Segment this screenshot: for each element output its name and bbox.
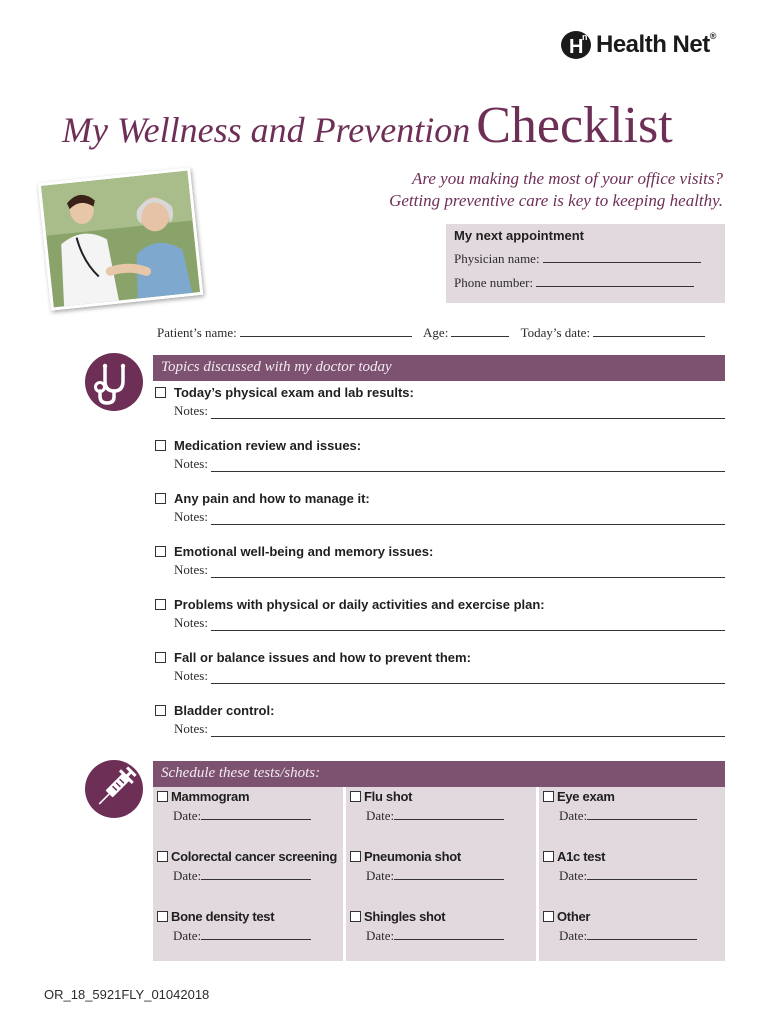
date-field[interactable] [587, 868, 697, 880]
age-field[interactable] [451, 325, 509, 337]
notes-label: Notes: [174, 456, 208, 471]
tests-section-header: Schedule these tests/shots: [153, 761, 725, 787]
date-field[interactable] [201, 808, 311, 820]
patient-name-field[interactable] [240, 325, 412, 337]
topic-label: Medication review and issues: [174, 438, 362, 453]
test-item [350, 909, 536, 961]
date-field[interactable] [394, 808, 504, 820]
stethoscope-icon [85, 353, 143, 411]
topic-item [155, 438, 725, 472]
notes-label: Notes: [174, 403, 208, 418]
topics-section-header: Topics discussed with my doctor today [153, 355, 725, 381]
tests-column [153, 787, 343, 961]
form-code: OR_18_5921FLY_01042018 [44, 987, 210, 1002]
topic-label: Today’s physical exam and lab results: [174, 385, 414, 400]
test-checkbox[interactable] [543, 851, 554, 862]
test-checkbox[interactable] [543, 791, 554, 802]
notes-label: Notes: [174, 562, 208, 577]
topic-label: Any pain and how to manage it: [174, 491, 370, 506]
notes-field[interactable] [211, 619, 725, 631]
syringe-icon [85, 760, 143, 818]
appointment-box [446, 224, 725, 303]
notes-field[interactable] [211, 407, 725, 419]
topic-label: Problems with physical or daily activities and exercise plan: [174, 597, 545, 612]
tests-grid [153, 787, 725, 943]
test-item [350, 849, 536, 901]
notes-field[interactable] [211, 566, 725, 578]
test-checkbox[interactable] [350, 791, 361, 802]
topic-item [155, 650, 725, 684]
date-label: Date: [559, 868, 588, 883]
svg-text:H: H [569, 36, 584, 58]
date-label: Date: [559, 928, 588, 943]
test-item [157, 849, 343, 901]
phone-number-row [454, 275, 717, 291]
date-label: Date: [173, 928, 202, 943]
notes-label: Notes: [174, 615, 208, 630]
test-label: Flu shot [364, 789, 413, 804]
subtitle [389, 168, 723, 212]
subtitle-line-1: Are you making the most of your office visits? [412, 169, 723, 188]
test-item [157, 909, 343, 961]
phone-number-field[interactable] [536, 275, 694, 287]
topic-item [155, 703, 725, 737]
notes-field[interactable] [211, 672, 725, 684]
test-label: Pneumonia shot [364, 849, 461, 864]
title-italic: My Wellness and Prevention [62, 110, 471, 150]
topic-label: Fall or balance issues and how to prevent them: [174, 650, 471, 665]
todays-date-label: Today’s date: [520, 325, 591, 340]
test-label: Shingles shot [364, 909, 446, 924]
test-label: Bone density test [171, 909, 275, 924]
test-label: Colorectal cancer screening [171, 849, 338, 864]
title-main: Checklist [476, 97, 673, 154]
date-field[interactable] [587, 928, 697, 940]
date-field[interactable] [394, 868, 504, 880]
notes-field[interactable] [211, 725, 725, 737]
test-checkbox[interactable] [157, 851, 168, 862]
topic-checkbox[interactable] [155, 440, 166, 451]
date-label: Date: [366, 808, 395, 823]
date-field[interactable] [394, 928, 504, 940]
age-label: Age: [423, 325, 449, 340]
date-label: Date: [366, 868, 395, 883]
topic-checkbox[interactable] [155, 705, 166, 716]
todays-date-field[interactable] [593, 325, 705, 337]
test-item [543, 909, 725, 961]
physician-name-field[interactable] [543, 251, 701, 263]
topic-checkbox[interactable] [155, 493, 166, 504]
test-item [543, 849, 725, 901]
date-label: Date: [173, 808, 202, 823]
notes-field[interactable] [211, 460, 725, 472]
brand-name: Health Net® [596, 31, 716, 58]
notes-label: Notes: [174, 721, 208, 736]
test-item [543, 789, 725, 841]
topic-label: Emotional well-being and memory issues: [174, 544, 434, 559]
health-net-logo [560, 27, 730, 63]
patient-name-label: Patient’s name: [157, 325, 237, 340]
topic-checkbox[interactable] [155, 599, 166, 610]
date-label: Date: [173, 868, 202, 883]
tests-column [539, 787, 725, 961]
topic-item [155, 491, 725, 525]
test-checkbox[interactable] [350, 851, 361, 862]
test-label: Other [557, 909, 591, 924]
test-item [157, 789, 343, 841]
topic-item [155, 385, 725, 419]
date-label: Date: [366, 928, 395, 943]
photo-illustration [41, 170, 203, 311]
notes-label: Notes: [174, 668, 208, 683]
appointment-title: My next appointment [454, 228, 585, 243]
patient-info-row [157, 325, 725, 341]
doctor-patient-photo [38, 167, 204, 310]
phone-number-label: Phone number: [454, 275, 534, 290]
notes-label: Notes: [174, 509, 208, 524]
topic-checkbox[interactable] [155, 546, 166, 557]
date-field[interactable] [201, 868, 311, 880]
tests-column [346, 787, 536, 961]
svg-text:n: n [582, 32, 588, 42]
date-field[interactable] [587, 808, 697, 820]
topic-checkbox[interactable] [155, 652, 166, 663]
physician-name-row [454, 251, 717, 267]
topic-item [155, 597, 725, 631]
topic-label: Bladder control: [174, 703, 275, 718]
test-label: A1c test [557, 849, 606, 864]
test-label: Eye exam [557, 789, 615, 804]
page-title [62, 96, 673, 155]
subtitle-line-2: Getting preventive care is key to keeping healthy. [389, 191, 723, 210]
notes-field[interactable] [211, 513, 725, 525]
topic-checkbox[interactable] [155, 387, 166, 398]
test-checkbox[interactable] [157, 911, 168, 922]
test-checkbox[interactable] [350, 911, 361, 922]
date-label: Date: [559, 808, 588, 823]
test-checkbox[interactable] [157, 791, 168, 802]
test-label: Mammogram [171, 789, 250, 804]
test-item [350, 789, 536, 841]
test-checkbox[interactable] [543, 911, 554, 922]
date-field[interactable] [201, 928, 311, 940]
health-net-logo-mark-icon [560, 27, 594, 61]
physician-name-label: Physician name: [454, 251, 540, 266]
topic-item [155, 544, 725, 578]
